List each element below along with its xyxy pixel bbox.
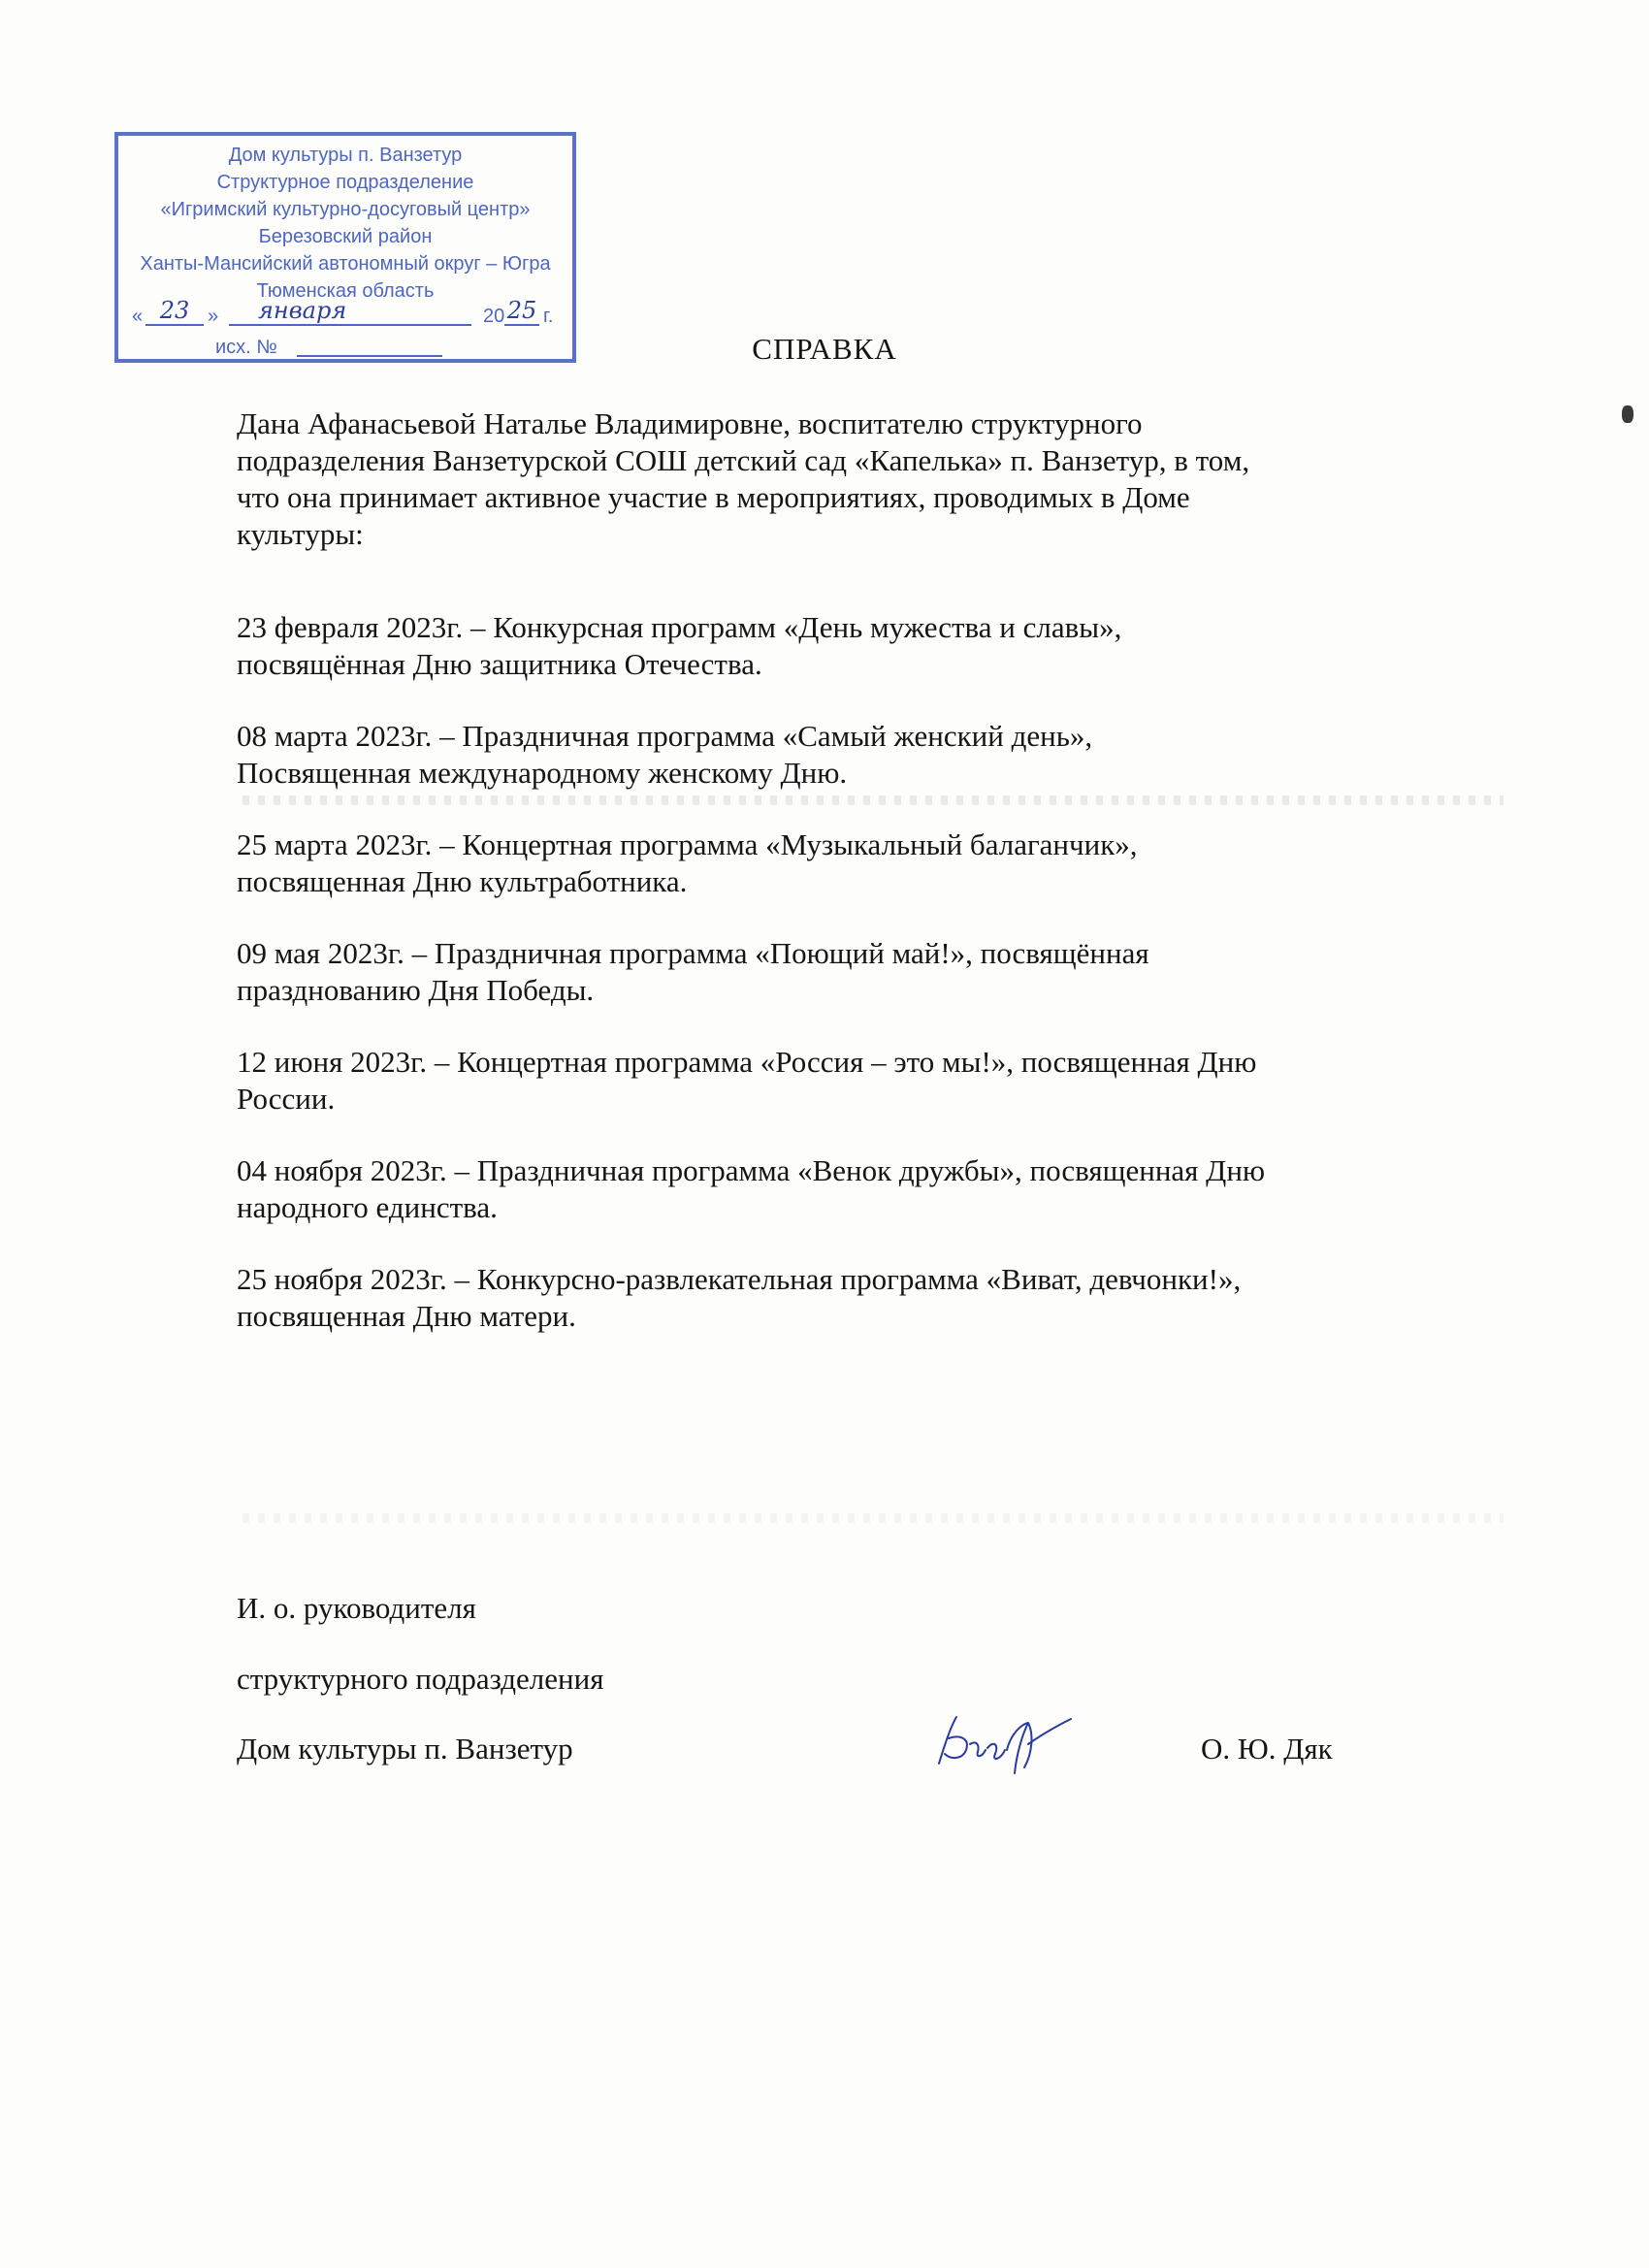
organization-stamp — [114, 132, 576, 363]
event-item: 23 февраля 2023г. – Конкурсная программ «День мужества и славы», посвящённая Дню защитника Отечества. — [237, 610, 1122, 681]
scan-noise — [242, 1513, 1504, 1523]
stamp-line: Тюменская область — [256, 280, 435, 302]
document-title: СПРАВКА — [752, 332, 897, 366]
signatory-subdivision: структурного подразделения — [237, 1662, 604, 1696]
stamp-quote-close: » — [208, 306, 219, 327]
event-item: 12 июня 2023г. – Концертная программа «Россия – это мы!», посвященная Дню России. — [237, 1045, 1257, 1116]
stamp-date-day: 23 — [146, 297, 204, 326]
stamp-line: Березовский район — [258, 226, 433, 247]
stamp-line: Дом культуры п. Ванзетур — [228, 145, 463, 166]
scan-noise — [242, 795, 1504, 805]
event-item: 04 ноября 2023г. – Праздничная программа «Венок дружбы», посвященная Дню народного единства. — [237, 1153, 1266, 1224]
stamp-date-year-prefix: 20 — [483, 306, 505, 327]
stamp-quote-open: « — [132, 306, 144, 327]
stamp-date-year-suffix: 25 — [504, 297, 539, 326]
stamp-line: Ханты-Мансийский автономный округ – Югра — [140, 253, 551, 275]
stamp-outgoing-label: исх. № — [215, 337, 277, 358]
event-item: 25 ноября 2023г. – Конкурсно-развлекательная программа «Виват, девчонки!», посвященная Дню матери. — [237, 1262, 1242, 1333]
event-item: 25 марта 2023г. – Концертная программа «Музыкальный балаганчик», посвященная Дню культработника. — [237, 827, 1138, 898]
stamp-line: Структурное подразделение — [216, 172, 474, 193]
event-item: 08 марта 2023г. – Праздничная программа «Самый женский день», Посвященная международному женскому Дню. — [237, 719, 1093, 790]
signatory-position: И. о. руководителя — [237, 1591, 476, 1625]
stamp-date-month: января — [229, 297, 471, 326]
signatory-name: О. Ю. Дяк — [1201, 1732, 1333, 1766]
scan-edge-mark — [1622, 405, 1633, 423]
handwritten-signature — [931, 1705, 1077, 1783]
stamp-date — [132, 297, 565, 332]
signatory-organization: Дом культуры п. Ванзетур — [237, 1732, 573, 1766]
intro-paragraph: Дана Афанасьевой Наталье Владимировне, воспитателю структурного подразделения Ванзетурской СОШ детский сад «Капелька» п. Ванзетур, в том, что она принимает активное участие в мероприятиях, проводимых в Доме культуры: — [237, 406, 1250, 551]
event-item: 09 мая 2023г. – Праздничная программа «Поющий май!», посвящённая празднованию Дня Победы. — [237, 936, 1149, 1007]
stamp-line: «Игримский культурно-досуговый центр» — [160, 199, 531, 220]
stamp-date-g: г. — [543, 306, 554, 327]
